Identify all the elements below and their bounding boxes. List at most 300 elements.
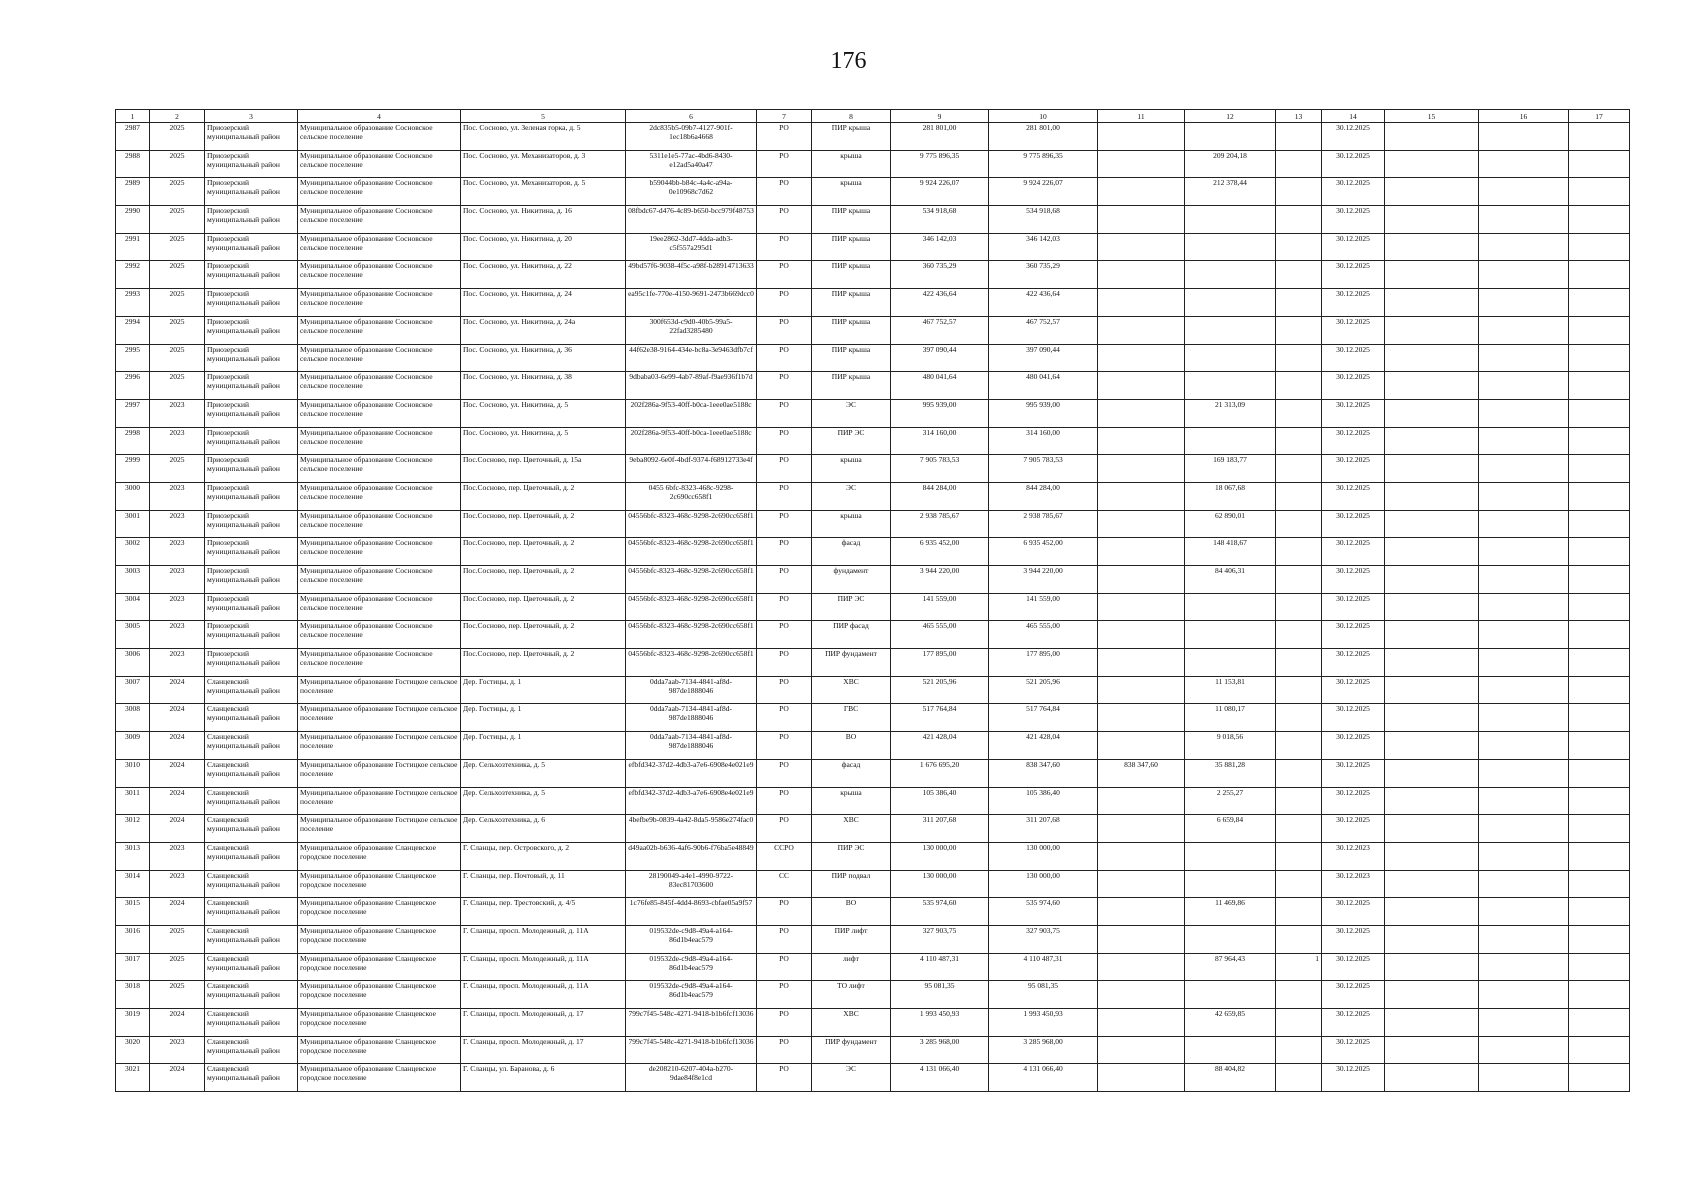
cell-year: 2023 — [150, 870, 205, 898]
cell-year: 2024 — [150, 732, 205, 760]
cell-work-type: ВО — [812, 898, 891, 926]
cell-year: 2023 — [150, 538, 205, 566]
cell-cost-fund: 4 110 487,31 — [989, 953, 1098, 981]
cell-col-15 — [1385, 732, 1479, 760]
cell-cost-fund: 130 000,00 — [989, 842, 1098, 870]
cell-col-15 — [1385, 676, 1479, 704]
cell-address: Пос.Сосново, пер. Цветочный, д. 2 — [461, 649, 626, 677]
cell-house-guid: efbfd342-37d2-4db3-a7e6-6908e4e021e9 — [626, 787, 757, 815]
cell-house-guid: ea95c1fe-770e-4150-9691-2473b669dcc0 — [626, 289, 757, 317]
cell-col-15 — [1385, 427, 1479, 455]
cell-municipality: Муниципальное образование Сланцевское городское поселение — [298, 1064, 461, 1092]
cell-col-17 — [1569, 427, 1630, 455]
cell-col-15 — [1385, 344, 1479, 372]
cell-total-cost: 9 775 896,35 — [891, 150, 989, 178]
cell-col-17 — [1569, 482, 1630, 510]
cell-municipality: Муниципальное образование Сосновское сельское поселение — [298, 427, 461, 455]
cell-col-17 — [1569, 870, 1630, 898]
cell-work-type: крыша — [812, 455, 891, 483]
cell-col-17 — [1569, 815, 1630, 843]
cell-col-15 — [1385, 538, 1479, 566]
cell-col-15 — [1385, 123, 1479, 151]
cell-work-type: ТО лифт — [812, 981, 891, 1009]
cell-municipality: Муниципальное образование Сланцевское городское поселение — [298, 870, 461, 898]
cell-municipality: Муниципальное образование Сосновское сельское поселение — [298, 344, 461, 372]
column-header-14: 14 — [1322, 110, 1385, 123]
cell-col-17 — [1569, 233, 1630, 261]
cell-total-cost: 480 041,64 — [891, 372, 989, 400]
cell-cost-other — [1098, 427, 1185, 455]
cell-address: Пос. Сосново, ул. Никитина, д. 36 — [461, 344, 626, 372]
cell-house-guid: 202f286a-9f53-40ff-b0ca-1eee0ae5188c — [626, 427, 757, 455]
cell-row-number: 2989 — [116, 178, 150, 206]
cell-row-number: 3015 — [116, 898, 150, 926]
cell-cost-fund: 1 993 450,93 — [989, 1009, 1098, 1037]
cell-deadline: 30.12.2023 — [1322, 870, 1385, 898]
cell-cost-other — [1098, 399, 1185, 427]
column-header-3: 3 — [205, 110, 298, 123]
cell-address: Пос.Сосново, пер. Цветочный, д. 2 — [461, 566, 626, 594]
cell-count — [1276, 1036, 1322, 1064]
cell-municipality: Муниципальное образование Сосновское сельское поселение — [298, 482, 461, 510]
cell-row-number: 3011 — [116, 787, 150, 815]
cell-cost-fund: 3 944 220,00 — [989, 566, 1098, 594]
cell-row-number: 3021 — [116, 1064, 150, 1092]
cell-district: Сланцевский муниципальный район — [205, 1064, 298, 1092]
cell-cost-fund: 9 924 226,07 — [989, 178, 1098, 206]
table-row — [116, 206, 1630, 234]
column-header-12: 12 — [1185, 110, 1276, 123]
cell-address: Пос. Сосново, ул. Никитина, д. 5 — [461, 399, 626, 427]
cell-col-15 — [1385, 150, 1479, 178]
cell-total-cost: 995 939,00 — [891, 399, 989, 427]
table-row — [116, 953, 1630, 981]
cell-cost-fund: 141 559,00 — [989, 593, 1098, 621]
cell-deadline: 30.12.2025 — [1322, 538, 1385, 566]
table-row — [116, 704, 1630, 732]
cell-total-cost: 521 205,96 — [891, 676, 989, 704]
table-row — [116, 399, 1630, 427]
cell-work-type: ПИР ЭС — [812, 842, 891, 870]
cell-address: Пос.Сосново, пер. Цветочный, д. 2 — [461, 510, 626, 538]
cell-district: Приозерский муниципальный район — [205, 399, 298, 427]
cell-district: Сланцевский муниципальный район — [205, 842, 298, 870]
cell-work-type: ПИР лифт — [812, 925, 891, 953]
cell-type: РО — [757, 676, 812, 704]
cell-house-guid: 0455 6bfc-8323-468c-9298-2c690cc658f1 — [626, 482, 757, 510]
cell-col-17 — [1569, 1064, 1630, 1092]
cell-work-type: ПИР фундамент — [812, 649, 891, 677]
table-row — [116, 1009, 1630, 1037]
cell-deadline: 30.12.2025 — [1322, 316, 1385, 344]
cell-row-number: 3013 — [116, 842, 150, 870]
cell-address: Дер. Сельхозтехника, д. 6 — [461, 815, 626, 843]
cell-col-16 — [1479, 787, 1569, 815]
cell-municipality: Муниципальное образование Сосновское сельское поселение — [298, 593, 461, 621]
cell-work-type: ЭС — [812, 399, 891, 427]
cell-col-16 — [1479, 704, 1569, 732]
cell-col-15 — [1385, 261, 1479, 289]
cell-address: Дер. Гостицы, д. 1 — [461, 704, 626, 732]
cell-cost-fund: 327 903,75 — [989, 925, 1098, 953]
cell-deadline: 30.12.2025 — [1322, 1009, 1385, 1037]
cell-address: Пос. Сосново, ул. Никитина, д. 5 — [461, 427, 626, 455]
cell-address: Пос.Сосново, пер. Цветочный, д. 2 — [461, 593, 626, 621]
cell-municipality: Муниципальное образование Гостицкое сельское поселение — [298, 676, 461, 704]
cell-work-type: ПИР крыша — [812, 344, 891, 372]
cell-total-cost: 281 801,00 — [891, 123, 989, 151]
cell-work-type: ХВС — [812, 1009, 891, 1037]
cell-year: 2025 — [150, 150, 205, 178]
cell-col-17 — [1569, 981, 1630, 1009]
cell-total-cost: 6 935 452,00 — [891, 538, 989, 566]
cell-col-15 — [1385, 925, 1479, 953]
cell-house-guid: 019532de-c9d8-49a4-a164-86d1b4eac579 — [626, 925, 757, 953]
cell-col-16 — [1479, 953, 1569, 981]
cell-col-16 — [1479, 1064, 1569, 1092]
cell-total-cost: 130 000,00 — [891, 870, 989, 898]
column-header-2: 2 — [150, 110, 205, 123]
cell-cost-other — [1098, 482, 1185, 510]
cell-total-cost: 421 428,04 — [891, 732, 989, 760]
column-header-5: 5 — [461, 110, 626, 123]
cell-deadline: 30.12.2025 — [1322, 759, 1385, 787]
cell-deadline: 30.12.2025 — [1322, 649, 1385, 677]
cell-type: РО — [757, 981, 812, 1009]
cell-type: РО — [757, 510, 812, 538]
cell-row-number: 2990 — [116, 206, 150, 234]
cell-year: 2025 — [150, 178, 205, 206]
cell-row-number: 2988 — [116, 150, 150, 178]
cell-type: РО — [757, 953, 812, 981]
cell-address: Пос. Сосново, ул. Никитина, д. 22 — [461, 261, 626, 289]
cell-total-cost: 422 436,64 — [891, 289, 989, 317]
cell-year: 2025 — [150, 953, 205, 981]
cell-count — [1276, 925, 1322, 953]
cell-deadline: 30.12.2025 — [1322, 178, 1385, 206]
cell-col-16 — [1479, 566, 1569, 594]
cell-cost-fund: 397 090,44 — [989, 344, 1098, 372]
cell-count — [1276, 593, 1322, 621]
table-row — [116, 815, 1630, 843]
cell-deadline: 30.12.2025 — [1322, 233, 1385, 261]
cell-col-17 — [1569, 399, 1630, 427]
table-row — [116, 676, 1630, 704]
cell-col-15 — [1385, 482, 1479, 510]
cell-year: 2023 — [150, 1036, 205, 1064]
header-row — [116, 110, 1630, 123]
cell-municipality: Муниципальное образование Сланцевское городское поселение — [298, 953, 461, 981]
cell-col-15 — [1385, 593, 1479, 621]
table-row — [116, 621, 1630, 649]
cell-col-16 — [1479, 1009, 1569, 1037]
cell-district: Сланцевский муниципальный район — [205, 870, 298, 898]
cell-count — [1276, 399, 1322, 427]
table-row — [116, 289, 1630, 317]
cell-cost-fund: 838 347,60 — [989, 759, 1098, 787]
cell-deadline: 30.12.2025 — [1322, 455, 1385, 483]
cell-municipality: Муниципальное образование Сосновское сельское поселение — [298, 621, 461, 649]
cell-col-16 — [1479, 621, 1569, 649]
cell-work-type: ПИР крыша — [812, 316, 891, 344]
cell-municipality: Муниципальное образование Гостицкое сельское поселение — [298, 815, 461, 843]
cell-cost-fee: 212 378,44 — [1185, 178, 1276, 206]
cell-count — [1276, 482, 1322, 510]
cell-col-16 — [1479, 344, 1569, 372]
cell-municipality: Муниципальное образование Сосновское сельское поселение — [298, 566, 461, 594]
cell-municipality: Муниципальное образование Сосновское сельское поселение — [298, 233, 461, 261]
cell-cost-fee — [1185, 372, 1276, 400]
cell-count — [1276, 344, 1322, 372]
cell-col-16 — [1479, 815, 1569, 843]
cell-col-16 — [1479, 925, 1569, 953]
cell-municipality: Муниципальное образование Гостицкое сельское поселение — [298, 787, 461, 815]
cell-count — [1276, 649, 1322, 677]
cell-total-cost: 1 676 695,20 — [891, 759, 989, 787]
cell-cost-fee — [1185, 593, 1276, 621]
cell-col-17 — [1569, 1036, 1630, 1064]
cell-cost-other — [1098, 870, 1185, 898]
cell-work-type: лифт — [812, 953, 891, 981]
cell-cost-fund: 4 131 066,40 — [989, 1064, 1098, 1092]
cell-col-16 — [1479, 427, 1569, 455]
cell-row-number: 3017 — [116, 953, 150, 981]
cell-type: РО — [757, 1064, 812, 1092]
cell-cost-other — [1098, 289, 1185, 317]
cell-col-16 — [1479, 676, 1569, 704]
cell-col-17 — [1569, 123, 1630, 151]
cell-year: 2025 — [150, 981, 205, 1009]
cell-address: Пос.Сосново, пер. Цветочный, д. 2 — [461, 538, 626, 566]
cell-total-cost: 360 735,29 — [891, 261, 989, 289]
cell-type: РО — [757, 593, 812, 621]
cell-deadline: 30.12.2025 — [1322, 704, 1385, 732]
cell-work-type: ПИР ЭС — [812, 427, 891, 455]
cell-count — [1276, 261, 1322, 289]
cell-total-cost: 4 110 487,31 — [891, 953, 989, 981]
cell-municipality: Муниципальное образование Сосновское сельское поселение — [298, 178, 461, 206]
cell-col-15 — [1385, 206, 1479, 234]
cell-district: Сланцевский муниципальный район — [205, 704, 298, 732]
cell-type: ССРО — [757, 842, 812, 870]
cell-work-type: крыша — [812, 178, 891, 206]
cell-house-guid: d49aa02b-b636-4af6-90b6-f76ba5e48849 — [626, 842, 757, 870]
cell-row-number: 3008 — [116, 704, 150, 732]
cell-cost-other — [1098, 510, 1185, 538]
cell-house-guid: 300f653d-c9d0-40b5-99a5-22fad3285480 — [626, 316, 757, 344]
cell-deadline: 30.12.2025 — [1322, 510, 1385, 538]
column-header-10: 10 — [989, 110, 1098, 123]
cell-row-number: 3016 — [116, 925, 150, 953]
cell-cost-other — [1098, 538, 1185, 566]
cell-type: РО — [757, 898, 812, 926]
cell-count — [1276, 372, 1322, 400]
cell-year: 2024 — [150, 815, 205, 843]
page-number: 176 — [830, 48, 867, 74]
cell-cost-fee: 42 659,85 — [1185, 1009, 1276, 1037]
table-row — [116, 566, 1630, 594]
cell-row-number: 2999 — [116, 455, 150, 483]
cell-house-guid: b59044bb-b84c-4a4c-a94a-0e10968c7d62 — [626, 178, 757, 206]
cell-col-15 — [1385, 953, 1479, 981]
cell-address: Г. Сланцы, пер. Трестовский, д. 4/5 — [461, 898, 626, 926]
cell-house-guid: 0dda7aab-7134-4841-af8d-987de1888046 — [626, 704, 757, 732]
cell-type: РО — [757, 538, 812, 566]
cell-address: Г. Сланцы, просп. Молодежный, д. 11А — [461, 953, 626, 981]
cell-col-16 — [1479, 593, 1569, 621]
cell-cost-fund: 311 207,68 — [989, 815, 1098, 843]
table-row — [116, 316, 1630, 344]
cell-cost-fee — [1185, 316, 1276, 344]
cell-count — [1276, 870, 1322, 898]
cell-count — [1276, 206, 1322, 234]
cell-cost-fund: 314 160,00 — [989, 427, 1098, 455]
cell-col-16 — [1479, 1036, 1569, 1064]
cell-cost-fee: 11 080,17 — [1185, 704, 1276, 732]
cell-deadline: 30.12.2025 — [1322, 123, 1385, 151]
cell-row-number: 3010 — [116, 759, 150, 787]
cell-work-type: ПИР фасад — [812, 621, 891, 649]
cell-district: Приозерский муниципальный район — [205, 538, 298, 566]
cell-work-type: фасад — [812, 538, 891, 566]
cell-type: СС — [757, 870, 812, 898]
cell-work-type: ПИР подвал — [812, 870, 891, 898]
table-row — [116, 787, 1630, 815]
cell-col-15 — [1385, 649, 1479, 677]
cell-year: 2025 — [150, 925, 205, 953]
cell-type: РО — [757, 815, 812, 843]
cell-cost-fund: 467 752,57 — [989, 316, 1098, 344]
cell-col-17 — [1569, 759, 1630, 787]
cell-col-16 — [1479, 538, 1569, 566]
cell-col-16 — [1479, 732, 1569, 760]
cell-address: Дер. Гостицы, д. 1 — [461, 676, 626, 704]
cell-district: Приозерский муниципальный район — [205, 621, 298, 649]
cell-year: 2025 — [150, 455, 205, 483]
cell-row-number: 3002 — [116, 538, 150, 566]
cell-deadline: 30.12.2025 — [1322, 815, 1385, 843]
cell-row-number: 2994 — [116, 316, 150, 344]
cell-district: Сланцевский муниципальный район — [205, 925, 298, 953]
cell-work-type: ПИР ЭС — [812, 593, 891, 621]
cell-col-17 — [1569, 593, 1630, 621]
cell-col-17 — [1569, 842, 1630, 870]
cell-house-guid: 04556bfc-8323-468c-9298-2c690cc658f1 — [626, 566, 757, 594]
cell-col-17 — [1569, 953, 1630, 981]
cell-district: Приозерский муниципальный район — [205, 316, 298, 344]
cell-cost-other — [1098, 233, 1185, 261]
cell-row-number: 3000 — [116, 482, 150, 510]
cell-cost-fee: 88 404,82 — [1185, 1064, 1276, 1092]
cell-municipality: Муниципальное образование Сосновское сельское поселение — [298, 261, 461, 289]
cell-col-15 — [1385, 1009, 1479, 1037]
cell-type: РО — [757, 925, 812, 953]
cell-municipality: Муниципальное образование Сланцевское городское поселение — [298, 898, 461, 926]
cell-district: Сланцевский муниципальный район — [205, 953, 298, 981]
cell-work-type: ПИР крыша — [812, 206, 891, 234]
cell-count — [1276, 732, 1322, 760]
cell-count — [1276, 981, 1322, 1009]
cell-district: Приозерский муниципальный район — [205, 233, 298, 261]
cell-deadline: 30.12.2025 — [1322, 372, 1385, 400]
cell-cost-other — [1098, 981, 1185, 1009]
cell-municipality: Муниципальное образование Гостицкое сельское поселение — [298, 732, 461, 760]
cell-municipality: Муниципальное образование Сланцевское городское поселение — [298, 1009, 461, 1037]
cell-cost-fund: 130 000,00 — [989, 870, 1098, 898]
cell-type: РО — [757, 289, 812, 317]
cell-municipality: Муниципальное образование Сосновское сельское поселение — [298, 399, 461, 427]
cell-cost-other — [1098, 593, 1185, 621]
cell-house-guid: 04556bfc-8323-468c-9298-2c690cc658f1 — [626, 538, 757, 566]
cell-district: Приозерский муниципальный район — [205, 427, 298, 455]
column-header-9: 9 — [891, 110, 989, 123]
cell-year: 2023 — [150, 510, 205, 538]
table-row — [116, 649, 1630, 677]
cell-col-16 — [1479, 455, 1569, 483]
cell-deadline: 30.12.2025 — [1322, 261, 1385, 289]
cell-col-16 — [1479, 482, 1569, 510]
cell-row-number: 2995 — [116, 344, 150, 372]
cell-cost-other — [1098, 316, 1185, 344]
cell-house-guid: efbfd342-37d2-4db3-a7e6-6908e4e021e9 — [626, 759, 757, 787]
cell-col-15 — [1385, 898, 1479, 926]
cell-cost-other — [1098, 842, 1185, 870]
cell-cost-other — [1098, 206, 1185, 234]
cell-col-17 — [1569, 649, 1630, 677]
cell-address: Г. Сланцы, просп. Молодежный, д. 11А — [461, 925, 626, 953]
cell-col-16 — [1479, 233, 1569, 261]
cell-type: РО — [757, 233, 812, 261]
cell-cost-fund: 3 285 968,00 — [989, 1036, 1098, 1064]
table-row — [116, 538, 1630, 566]
table-row — [116, 233, 1630, 261]
cell-type: РО — [757, 150, 812, 178]
cell-type: РО — [757, 1009, 812, 1037]
cell-cost-fee: 169 183,77 — [1185, 455, 1276, 483]
cell-year: 2024 — [150, 704, 205, 732]
cell-municipality: Муниципальное образование Сосновское сельское поселение — [298, 206, 461, 234]
table-row — [116, 981, 1630, 1009]
cell-cost-fund: 521 205,96 — [989, 676, 1098, 704]
table-row — [116, 510, 1630, 538]
table-row — [116, 1064, 1630, 1092]
cell-deadline: 30.12.2025 — [1322, 953, 1385, 981]
cell-col-17 — [1569, 566, 1630, 594]
cell-col-16 — [1479, 649, 1569, 677]
cell-house-guid: 5311e1e5-77ac-4bd6-8430-e12ad5a40a47 — [626, 150, 757, 178]
cell-municipality: Муниципальное образование Сосновское сельское поселение — [298, 455, 461, 483]
cell-col-15 — [1385, 621, 1479, 649]
cell-cost-fee: 6 659,84 — [1185, 815, 1276, 843]
cell-house-guid: 799c7f45-548c-4271-9418-b1b6fcf13036 — [626, 1036, 757, 1064]
cell-col-17 — [1569, 206, 1630, 234]
cell-row-number: 3003 — [116, 566, 150, 594]
cell-type: РО — [757, 123, 812, 151]
cell-district: Приозерский муниципальный район — [205, 178, 298, 206]
cell-year: 2025 — [150, 344, 205, 372]
cell-row-number: 3007 — [116, 676, 150, 704]
cell-row-number: 3004 — [116, 593, 150, 621]
cell-house-guid: de208210-6207-404a-b270-9dae84f8e1cd — [626, 1064, 757, 1092]
cell-address: Дер. Сельхозтехника, д. 5 — [461, 787, 626, 815]
cell-address: Пос. Сосново, ул. Зеленая горка, д. 5 — [461, 123, 626, 151]
cell-year: 2024 — [150, 898, 205, 926]
cell-deadline: 30.12.2025 — [1322, 150, 1385, 178]
cell-address: Пос. Сосново, ул. Никитина, д. 38 — [461, 372, 626, 400]
cell-cost-other — [1098, 455, 1185, 483]
cell-col-15 — [1385, 870, 1479, 898]
cell-work-type: ПИР крыша — [812, 289, 891, 317]
